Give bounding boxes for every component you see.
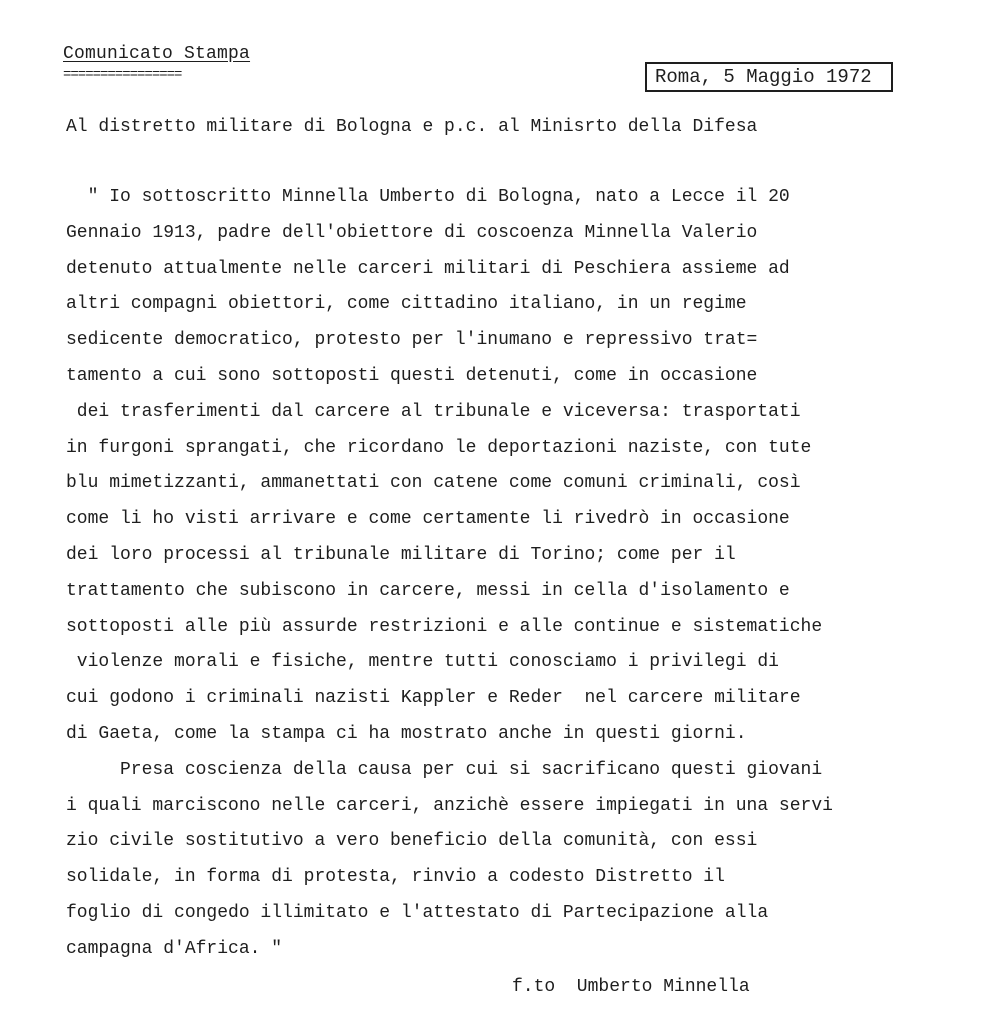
body-line: violenze morali e fisiche, mentre tutti conosciamo i privilegi di: [66, 652, 779, 673]
body-line: dei loro processi al tribunale militare di Torino; come per il: [66, 544, 736, 565]
body-line: tamento a cui sono sottoposti questi detenuti, come in occasione: [66, 365, 758, 386]
body-line: i quali marciscono nelle carceri, anzichè essere impiegati in una servi: [66, 795, 833, 816]
body-line: " Io sottoscritto Minnella Umberto di Bologna, nato a Lecce il 20: [66, 187, 790, 207]
body-line: Presa coscienza della causa per cui si sacrificano questi giovani: [66, 759, 823, 780]
body-line: foglio di congedo illimitato e l'attestato di Partecipazione alla: [66, 902, 769, 923]
date-box: Roma, 5 Maggio 1972: [645, 62, 893, 92]
signature-line: f.to Umberto Minnella: [512, 977, 750, 997]
body-line: Gennaio 1913, padre dell'obiettore di coscoenza Minnella Valerio: [66, 222, 758, 243]
body-line: detenuto attualmente nelle carceri militari di Peschiera assieme ad: [66, 258, 790, 279]
addressee-line: Al distretto militare di Bologna e p.c. al Minisrto della Difesa: [66, 117, 758, 137]
body-line: blu mimetizzanti, ammanettati con catene come comuni criminali, così: [66, 473, 801, 494]
body-line: dei trasferimenti dal carcere al tribunale e viceversa: trasportati: [66, 401, 801, 422]
body-line: in furgoni sprangati, che ricordano le deportazioni naziste, con tute: [66, 437, 812, 458]
body-line: campagna d'Africa. ": [66, 938, 283, 959]
body-line: di Gaeta, come la stampa ci ha mostrato anche in questi giorni.: [66, 723, 747, 744]
body-line: come li ho visti arrivare e come certamente li rivedrò in occasione: [66, 509, 790, 530]
body-line: altri compagni obiettori, come cittadino italiano, in un regime: [66, 294, 747, 315]
body-line: trattamento che subiscono in carcere, messi in cella d'isolamento e: [66, 580, 790, 601]
body-line: sottoposti alle più assurde restrizioni e alle continue e sistematiche: [66, 616, 823, 637]
body-line: solidale, in forma di protesta, rinvio a codesto Distretto il: [66, 867, 725, 888]
press-release-title: Comunicato Stampa: [63, 44, 251, 64]
title-double-underline: ================: [63, 67, 182, 83]
body-line: sedicente democratico, protesto per l'inumano e repressivo trat=: [66, 330, 758, 351]
body-line: cui godono i criminali nazisti Kappler e Reder nel carcere militare: [66, 688, 801, 709]
letter-body: [66, 184, 966, 972]
body-line: zio civile sostitutivo a vero beneficio della comunità, con essi: [66, 831, 758, 852]
